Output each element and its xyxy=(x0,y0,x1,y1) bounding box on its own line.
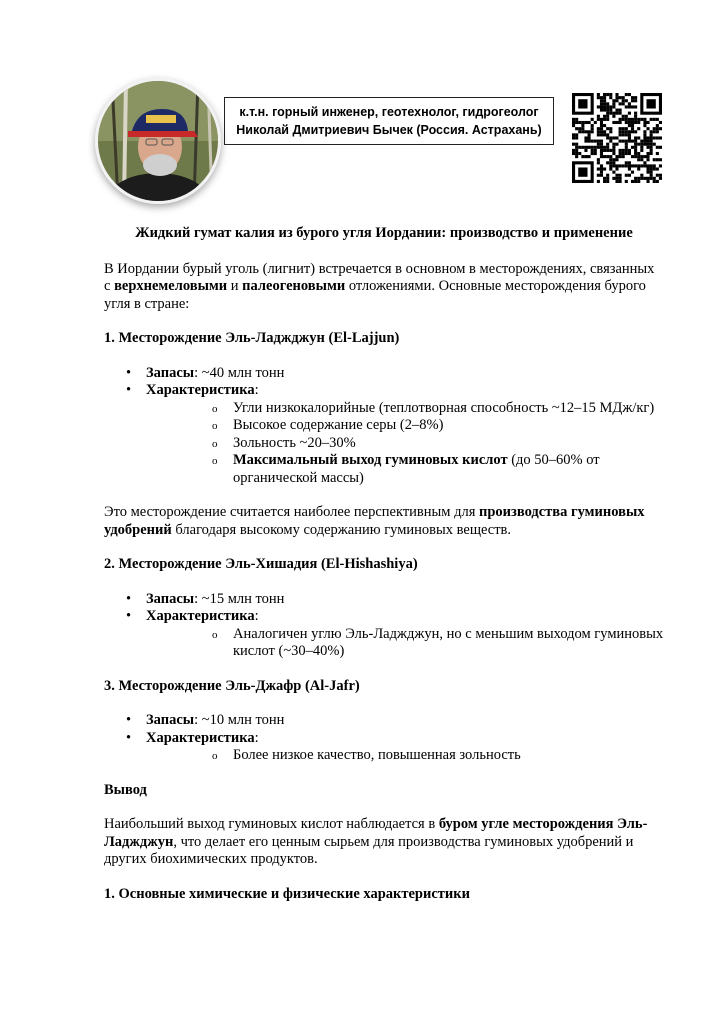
document-body xyxy=(104,225,664,920)
list-item: o Зольность ~20–30% xyxy=(146,435,664,453)
list-item: • Характеристика: o Более низкое качество, повышенная зольность xyxy=(104,730,664,765)
document-title: Жидкий гумат калия из бурого угля Иордании: производство и применение xyxy=(135,225,633,241)
deposit1-list xyxy=(104,365,664,488)
deposit2-heading: 2. Месторождение Эль-Хишадия (El-Hishashiya) xyxy=(104,556,418,572)
list-item: • Характеристика: o Аналогичен углю Эль-Ладжджун, но с меньшим выходом гуминовых кислот (~30–40%) xyxy=(104,608,664,661)
deposit3-characteristics xyxy=(146,747,664,765)
list-item: o Высокое содержание серы (2–8%) xyxy=(146,417,664,435)
deposit2-characteristics xyxy=(146,626,664,661)
author-credentials-line1: к.т.н. горный инженер, геотехнолог, гидрогеолог xyxy=(239,105,539,119)
list-item: • Запасы: ~40 млн тонн xyxy=(104,365,664,383)
deposit2-list xyxy=(104,591,664,661)
list-item: o Аналогичен углю Эль-Ладжджун, но с меньшим выходом гуминовых кислот (~30–40%) xyxy=(146,626,664,661)
conclusion-paragraph: Наибольший выход гуминовых кислот наблюдается в буром угле месторождения Эль-Ладжджун, что делает его ценным сырьем для производства гуминовых удобрений и других биохимических продуктов. xyxy=(104,816,648,867)
list-item: o Максимальный выход гуминовых кислот (до 50–60% от органической массы) xyxy=(146,452,664,487)
list-item: o Угли низкокалорийные (теплотворная способность ~12–15 МДж/кг) xyxy=(146,400,664,418)
qr-code-icon xyxy=(572,93,662,183)
deposit3-list xyxy=(104,712,664,765)
intro-paragraph: В Иордании бурый уголь (лигнит) встречается в основном в месторождениях, связанных с верхнемеловыми и палеогеновыми отложениями. Основные месторождения бурого угля в стране: xyxy=(104,260,655,312)
deposit1-characteristics xyxy=(146,400,664,488)
author-photo-image xyxy=(98,81,218,201)
author-credentials-box xyxy=(224,97,554,145)
deposit1-note: Это месторождение считается наиболее перспективным для производства гуминовых удобрений благодаря высокому содержанию гуминовых веществ. xyxy=(104,504,645,538)
author-name-line: Николай Дмитриевич Бычек (Россия. Астрахань) xyxy=(236,123,542,137)
list-item: o Более низкое качество, повышенная зольность xyxy=(146,747,664,765)
conclusion-heading: Вывод xyxy=(104,781,147,798)
list-item: • Запасы: ~10 млн тонн xyxy=(104,712,664,730)
list-item: • Запасы: ~15 млн тонн xyxy=(104,591,664,609)
author-photo xyxy=(95,78,221,204)
deposit3-heading: 3. Месторождение Эль-Джафр (Al-Jafr) xyxy=(104,677,360,694)
list-item: • Характеристика: o Угли низкокалорийные (теплотворная способность ~12–15 МДж/кг) o Высокое содержание серы (2–8%) o Зольность ~20–30% o Максимальный выход гуминовых кислот (до 50–60% от органической массы) xyxy=(104,382,664,487)
section-heading: 1. Основные химические и физические характеристики xyxy=(104,885,470,902)
deposit1-heading: 1. Месторождение Эль-Ладжджун (El-Lajjun) xyxy=(104,330,400,346)
